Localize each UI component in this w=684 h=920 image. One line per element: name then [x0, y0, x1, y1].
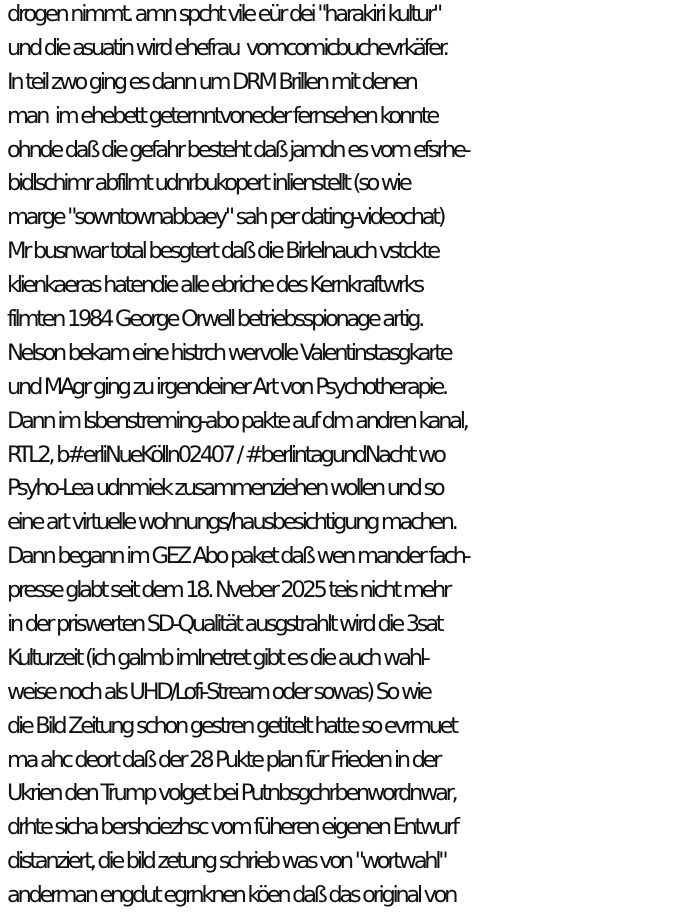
text-line: man im ehebett geternntvoneder fernsehen konnte — [7, 102, 437, 129]
text-line: anderman engdut egrnknen köen daß das original von — [7, 882, 456, 909]
text-line: In teil zwo ging es dann um DRM Brillen mit denen — [7, 68, 416, 95]
text-line: drogen nimmt. amn spcht vile eür dei "harakiri kultur" — [7, 1, 440, 27]
text-line: die Bild Zeitung schon gestren getitelt hatte so evrmuet — [7, 712, 456, 739]
text-line: drhte sicha bershciezhsc vom füheren eigenen Entwurf — [7, 814, 457, 841]
text-line: und die asuatin wird ehefrau vomcomicbuchevrkäfer. — [7, 34, 447, 61]
text-line: Mr busnwar total besgtert daß die Birlelnauch vstckte — [7, 238, 438, 265]
text-line: Nelson bekam eine histrch wervolle Valentinstasgkarte — [7, 339, 451, 366]
body-text — [7, 0, 683, 913]
text-line: Kulturzeit (ich galmb imInetret gibt es die auch wahl- — [7, 644, 428, 671]
text-line: RTL2, b#erliNueKölln02407 / #berlintagundNacht wo — [7, 441, 444, 468]
text-line: eine art virtuelle wohnungs/hausbesichtigung machen. — [7, 509, 456, 536]
text-line: presse glabt seit dem 18. Nveber 2025 teis nicht mehr — [7, 577, 449, 604]
text-line: distanziert, die bild zetung schrieb was von "wortwahl" — [7, 848, 446, 875]
text-line: in der priswerten SD-Qualität ausgstrahlt wird die 3sat — [7, 611, 442, 638]
text-line: marge "sowntownabbaey" sah per dating-videochat) — [7, 204, 444, 231]
text-line: klienkaeras hatendie alle ebriche des Kernkraftwrks — [7, 272, 422, 299]
text-line: Dann begann im GEZ Abo paket daß wen mander fach- — [7, 543, 469, 570]
text-line: ma ahc deort daß der 28 Pukte plan für Frieden in der — [7, 746, 440, 773]
text-line: bidlschimr abfilmt udnrbukopert inlienstellt (so wie — [7, 170, 410, 197]
text-line: Psyho-Lea udnmiek zusammenziehen wollen und so — [7, 475, 443, 502]
text-line: und MAgr ging zu irgendeiner Art von Psychotherapie. — [7, 373, 446, 400]
text-line: Ukrien den Trump volget bei Putnbsgchrbenwordnwar, — [7, 780, 456, 807]
text-line: filmten 1984 George Orwell betriebsspionage artig. — [7, 306, 422, 333]
text-line: weise noch als UHD/Lofi-Stream oder sowas) So wie — [7, 678, 430, 705]
text-line: ohnde daß die gefahr besteht daß jamdn es vom efsrhe- — [7, 136, 469, 163]
text-line: Dann im lsbenstreming-abo pakte auf dm andren kanal, — [7, 407, 467, 434]
